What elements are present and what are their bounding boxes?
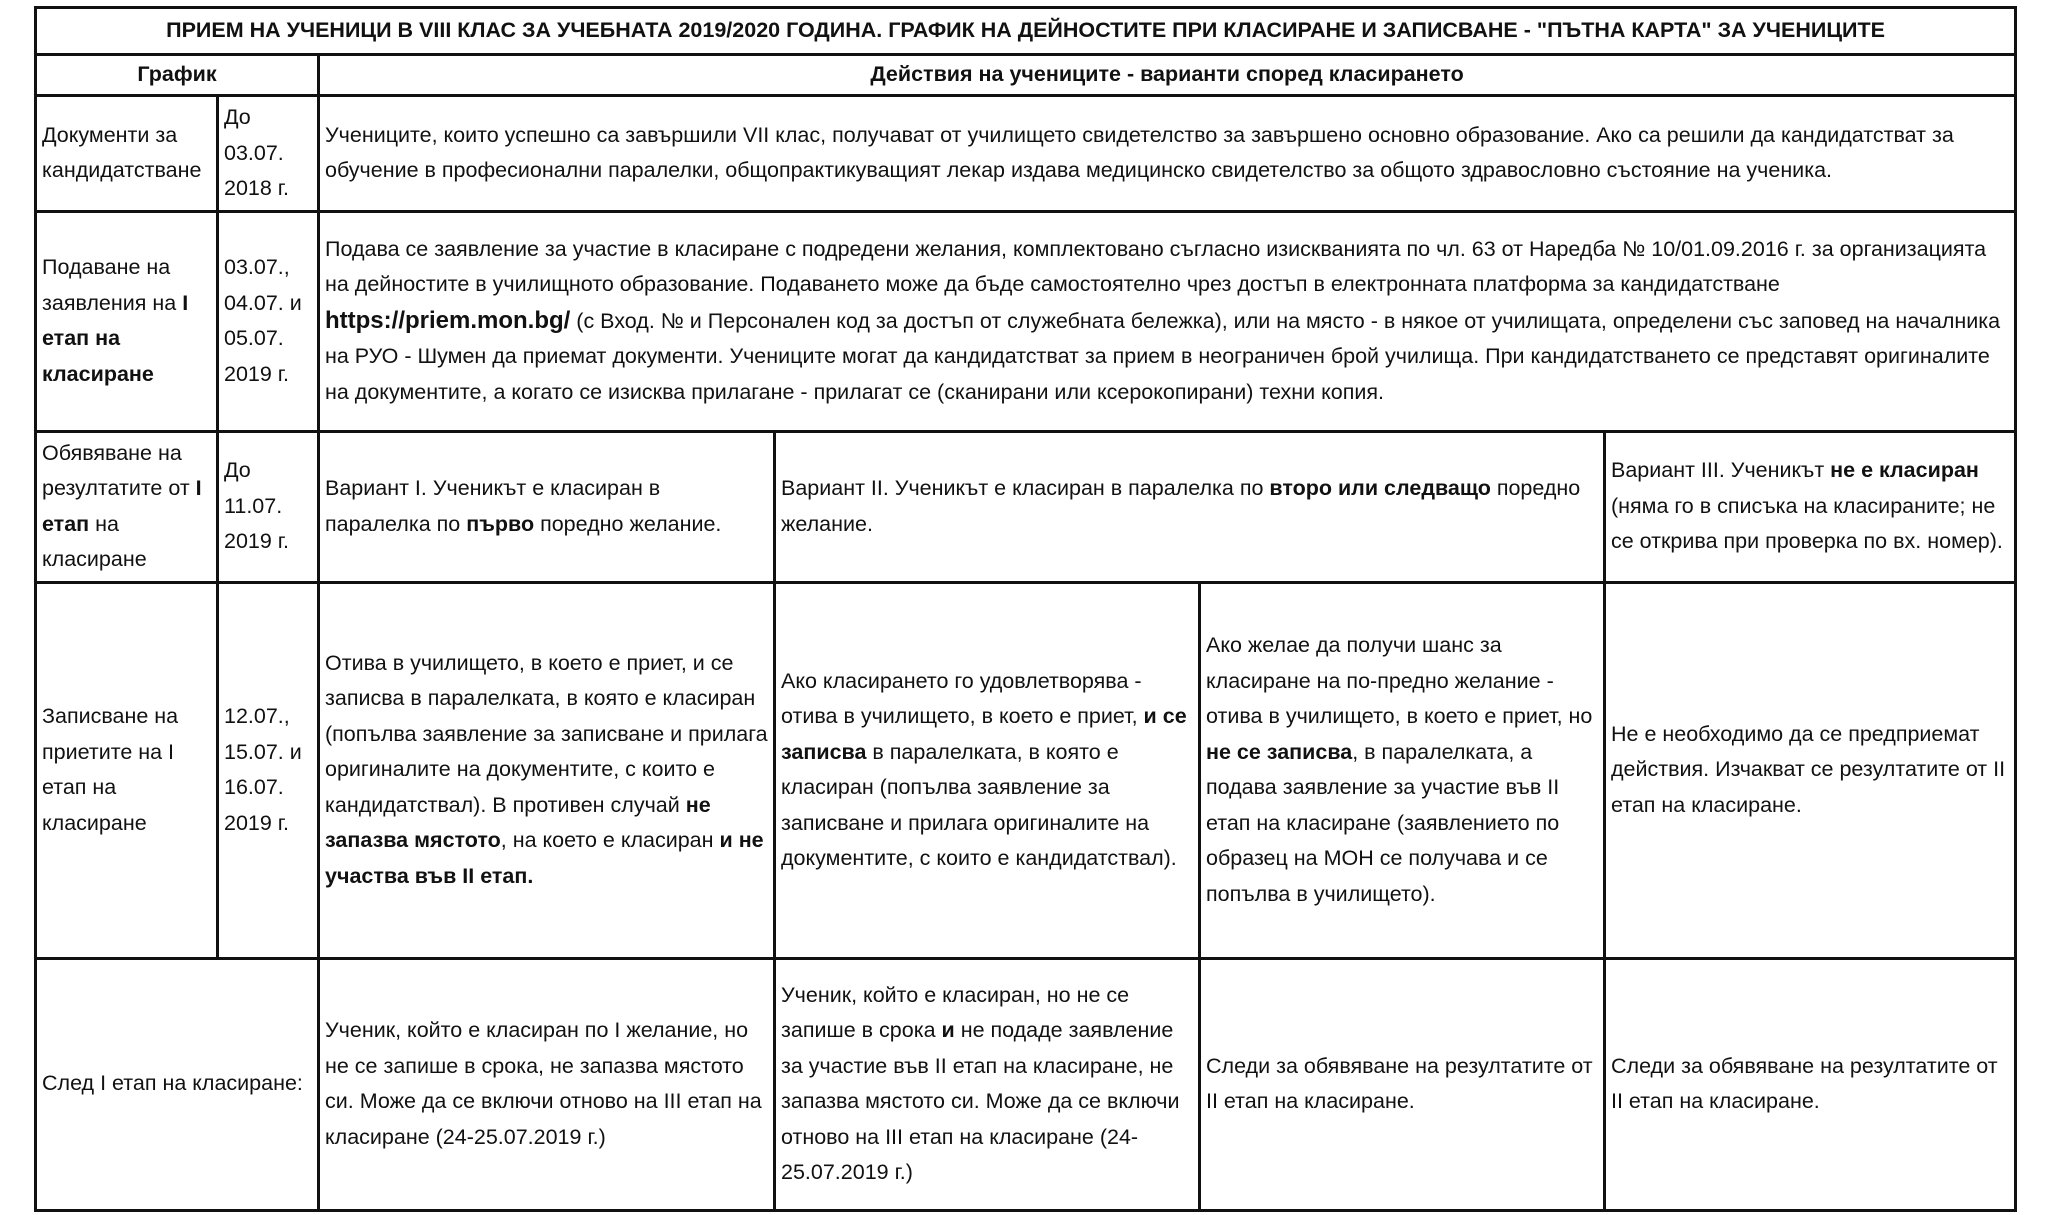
step-cell: След I етап на класиране: [36, 958, 319, 1210]
step-cell: Документи за кандидатстване [36, 96, 218, 212]
step-cell: Записване на приетите на I етап на класиране [36, 582, 218, 958]
schedule-table [34, 6, 2017, 1212]
page-title: ПРИЕМ НА УЧЕНИЦИ В VIII КЛАС ЗА УЧЕБНАТА 2019/2020 ГОДИНА. ГРАФИК НА ДЕЙНОСТИТЕ ПРИ КЛАСИРАНЕ И ЗАПИСВАНЕ - "ПЪТНА КАРТА" ЗА УЧЕНИЦИТЕ [36, 8, 2016, 55]
row-documents [36, 96, 2016, 212]
title-row [36, 8, 2016, 55]
option-4-cell: Следи за обявяване на резултатите от II етап на класиране. [1605, 958, 2016, 1210]
actions-header: Действия на учениците - варианти според класирането [319, 55, 2016, 96]
action-cell: Учениците, които успешно са завършили VII клас, получават от училището свидетелство за завършено основно образование. Ако са решили да кандидатстват за обучение в професионални паралелки, общопрактикуващият лекар издава медицинско свидетелство за общото здравословно състояние на ученика. [319, 96, 2016, 212]
step-cell: Подаване на заявления на I етап на класиране [36, 211, 218, 431]
action-cell: Подава се заявление за участие в класиране с подредени желания, комплектовано съгласно изискванията по чл. 63 от Наредба № 10/01.09.2016 г. за организацията на дейностите в училищното образование. Подаването може да бъде самостоятелно чрез достъп в електронната платформа за кандидатстване https://priem.mon.bg/ (с Вход. № и Персонален код за достъп от служебната бележка), или на място - в някое от училищата, определени със заповед на началника на РУО - Шумен да приемат документи. Учениците могат да кандидатстват за прием в неограничен брой училища. При кандидатстването се представят оригиналите на документите, а когато се изисква прилагане - прилагат се (сканирани или ксерокопирани) техни копия. [319, 211, 2016, 431]
row-results [36, 431, 2016, 582]
row-applications [36, 211, 2016, 431]
date-cell: До 11.07. 2019 г. [218, 431, 319, 582]
variant-1-cell: Вариант I. Ученикът е класиран в паралелка по първо поредно желание. [319, 431, 775, 582]
variant-2-cell: Вариант II. Ученикът е класиран в паралелка по второ или следващо поредно желание. [775, 431, 1605, 582]
row-after-stage [36, 958, 2016, 1210]
option-2-cell: Ако класирането го удовлетворява - отива в училището, в което е приет, и се записва в паралелката, в която е класиран (попълва заявление за записване и прилага оригиналите на документите, с които е кандидатствал). [775, 582, 1200, 958]
platform-link[interactable]: https://priem.mon.bg/ [325, 306, 571, 334]
header-row [36, 55, 2016, 96]
date-cell: 12.07., 15.07. и 16.07. 2019 г. [218, 582, 319, 958]
option-4-cell: Не е необходимо да се предприемат действия. Изчакват се резултатите от II етап на класиране. [1605, 582, 2016, 958]
date-cell: До 03.07. 2018 г. [218, 96, 319, 212]
variant-3-cell: Вариант III. Ученикът не е класиран (няма го в списъка на класираните; не се открива при проверка по вх. номер). [1605, 431, 2016, 582]
row-enrollment [36, 582, 2016, 958]
option-3-cell: Ако желае да получи шанс за класиране на по-предно желание - отива в училището, в което е приет, но не се записва, в паралелката, а подава заявление за участие във II етап на класиране (заявлението по образец на МОН се получава и се попълва в училището). [1200, 582, 1605, 958]
step-cell: Обявяване на резултатите от I етап на класиране [36, 431, 218, 582]
option-1-cell: Отива в училището, в което е приет, и се записва в паралелката, в която е класиран (попълва заявление за записване и прилага оригиналите на документите, с които е кандидатствал). В противен случай не запазва мястото, на което е класиран и не участва във II етап. [319, 582, 775, 958]
option-1-cell: Ученик, който е класиран по I желание, но не се запише в срока, не запазва мястото си. Може да се включи отново на III етап на класиране (24-25.07.2019 г.) [319, 958, 775, 1210]
schedule-header: График [36, 55, 319, 96]
option-3-cell: Следи за обявяване на резултатите от II етап на класиране. [1200, 958, 1605, 1210]
option-2-cell: Ученик, който е класиран, но не се запише в срока и не подаде заявление за участие във II етап на класиране, не запазва мястото си. Може да се включи отново на III етап на класиране (24-25.07.2019 г.) [775, 958, 1200, 1210]
date-cell: 03.07., 04.07. и 05.07. 2019 г. [218, 211, 319, 431]
schedule-document [34, 6, 2014, 1212]
